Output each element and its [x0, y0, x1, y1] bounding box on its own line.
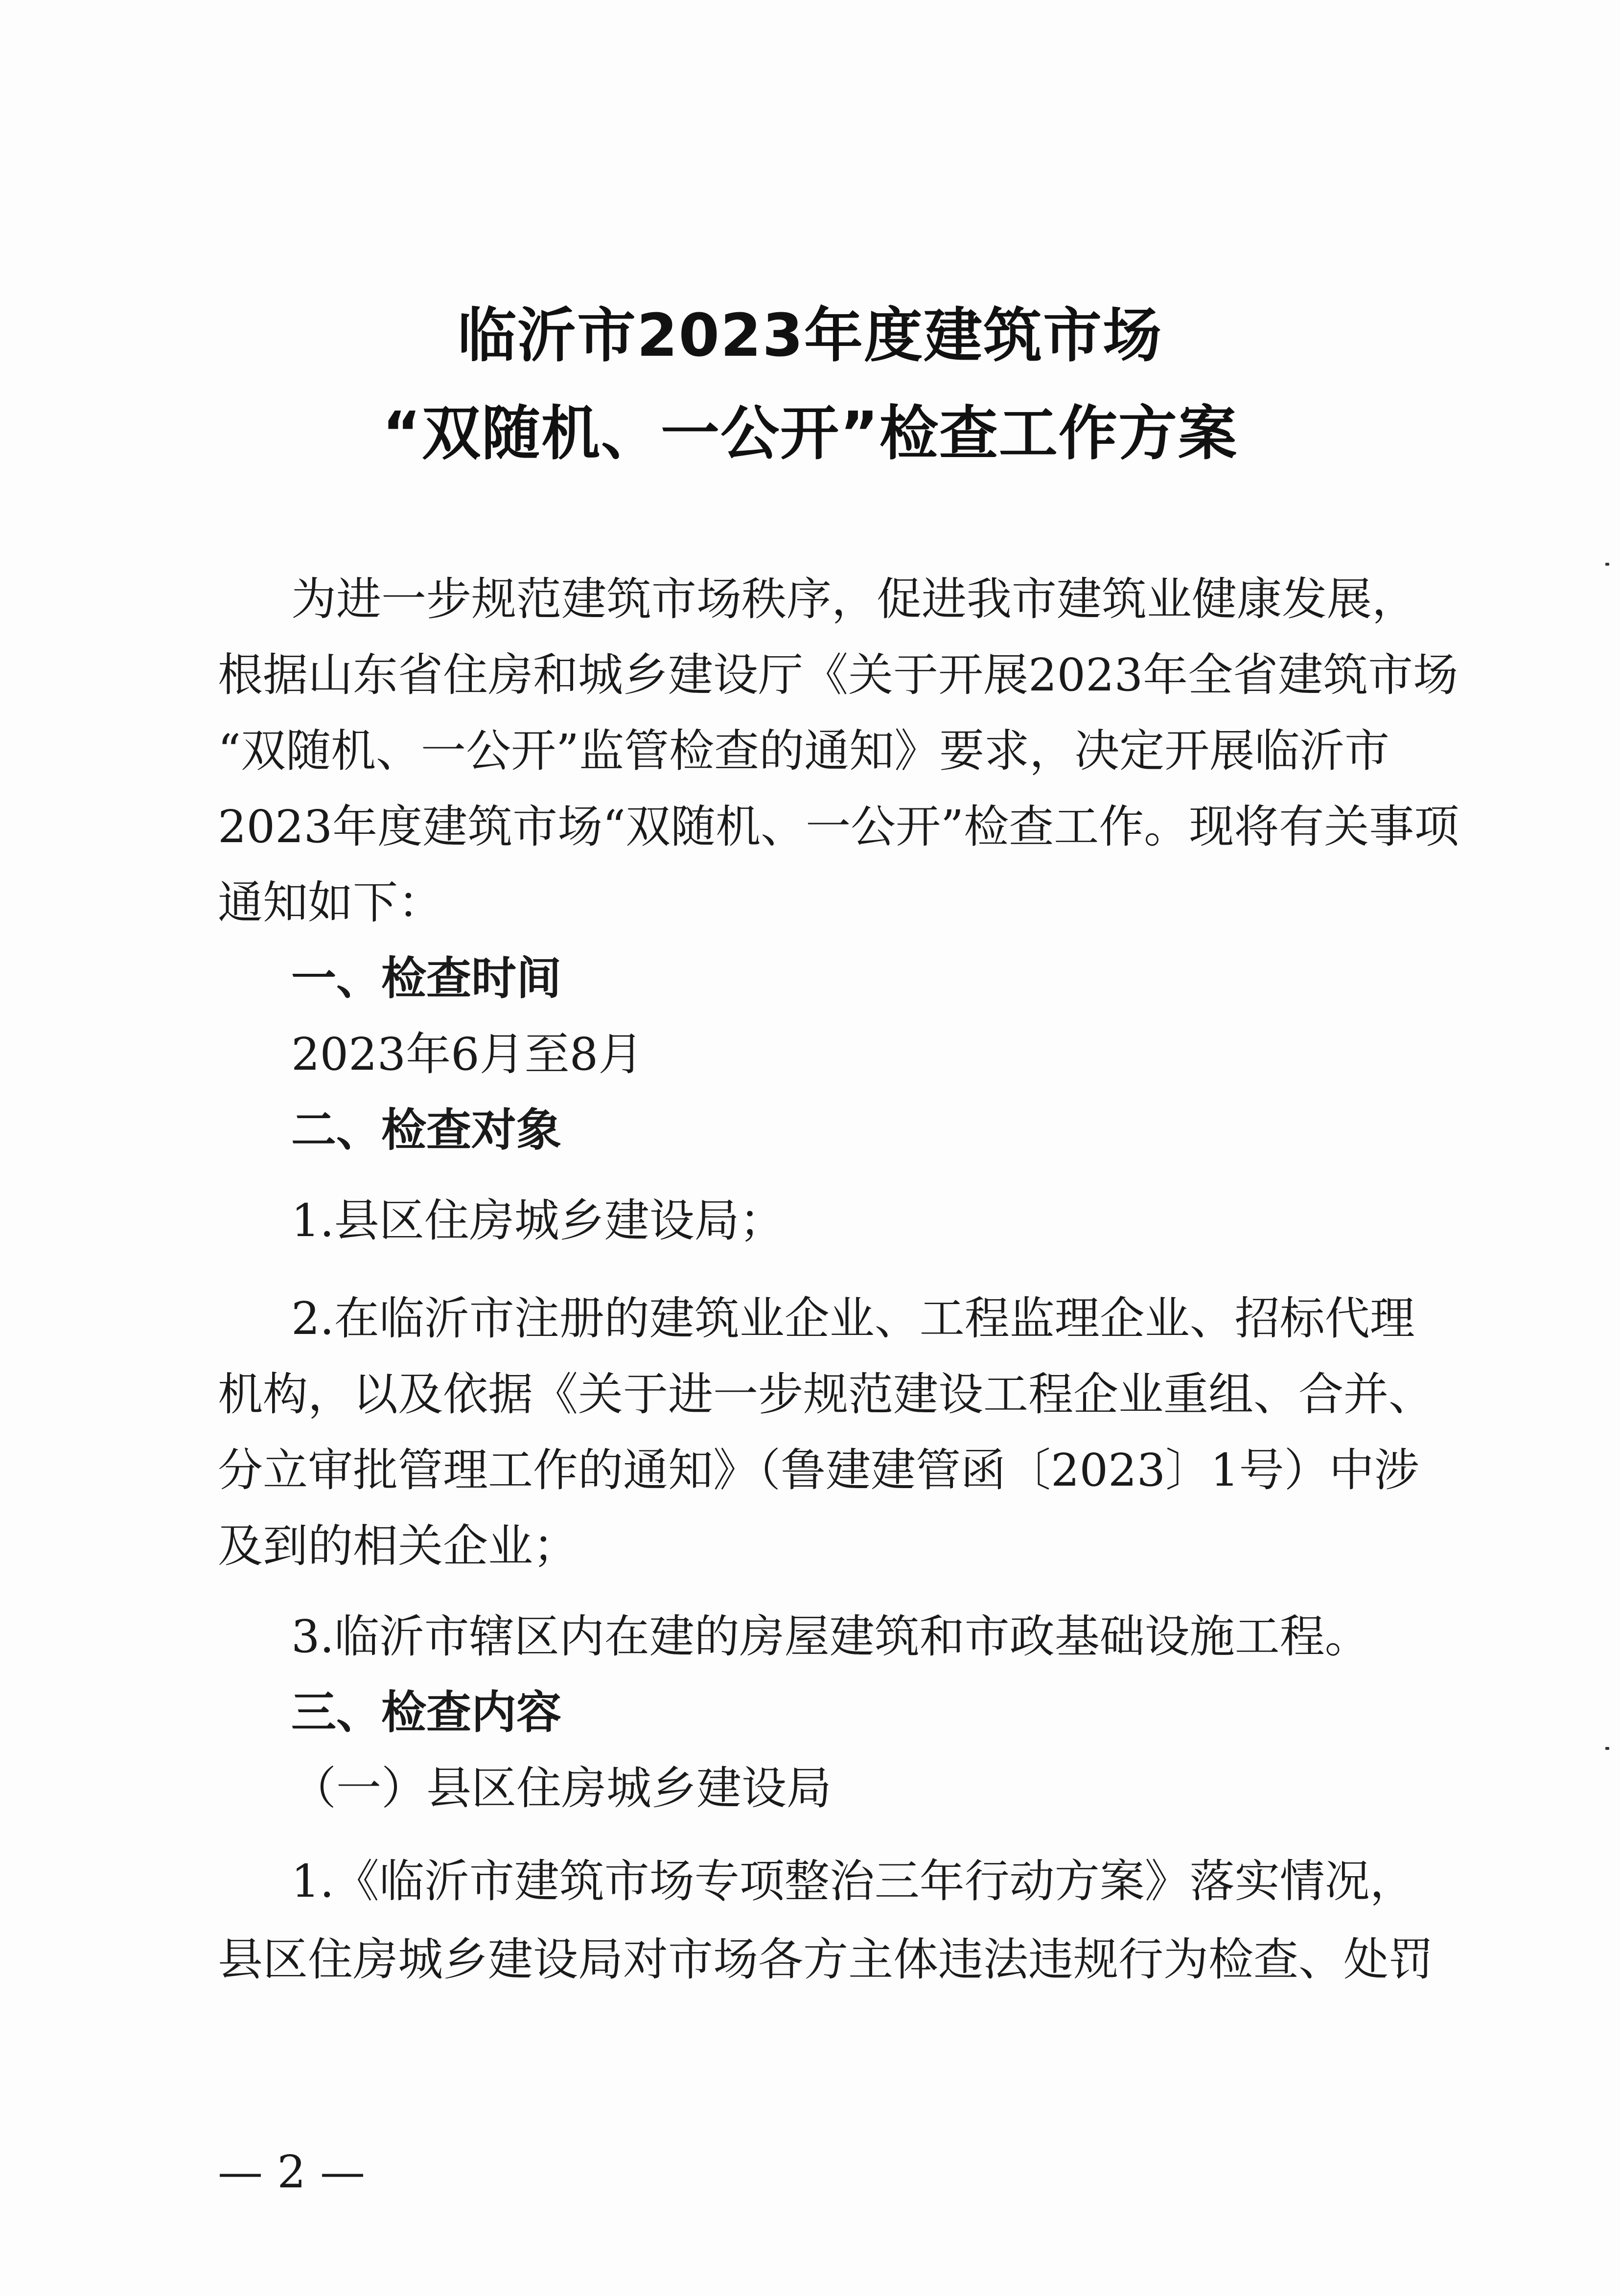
scan-speck [1605, 563, 1609, 566]
document-title-line-1: 临沂市2023年度建筑市场 [458, 302, 1162, 370]
section-subheading: （一）县区住房城乡建设局 [291, 1762, 832, 1814]
scan-speck [1605, 1747, 1609, 1750]
content-item-1-line: 县区住房城乡建设局对市场各方主体违法违规行为检查、处罚 [218, 1933, 1434, 1986]
section-heading-content: 三、检查内容 [291, 1686, 562, 1739]
target-item-3: 3.临沂市辖区内在建的房屋建筑和市政基础设施工程。 [291, 1610, 1370, 1663]
section-heading-targets: 二、检查对象 [291, 1104, 562, 1156]
content-item-1-line: 1.《临沂市建筑市场专项整治三年行动方案》落实情况， [291, 1855, 1415, 1907]
intro-line: 2023年度建筑市场“双随机、一公开”检查工作。现将有关事项 [218, 801, 1459, 853]
target-item-2-line: 及到的相关企业； [218, 1520, 579, 1572]
intro-line: 根据山东省住房和城乡建设厅《关于开展2023年全省建筑市场 [218, 649, 1458, 701]
page-number: — 2 — [218, 2146, 366, 2198]
intro-line: 为进一步规范建筑市场秩序，促进我市建筑业健康发展， [291, 573, 1417, 625]
intro-line: “双随机、一公开”监管检查的通知》要求，决定开展临沂市 [218, 725, 1390, 777]
target-item-2-line: 2.在临沂市注册的建筑业企业、工程监理企业、招标代理 [291, 1292, 1415, 1345]
target-item-1: 1.县区住房城乡建设局； [291, 1194, 785, 1247]
document-title-line-2: “双随机、一公开”检查工作方案 [382, 400, 1238, 468]
intro-line: 通知如下： [218, 876, 443, 929]
section-heading-time: 一、检查时间 [291, 952, 562, 1005]
target-item-2-line: 分立审批管理工作的通知》（鲁建建管函〔2023〕1号）中涉 [218, 1444, 1419, 1496]
section-time-text: 2023年6月至8月 [291, 1028, 644, 1080]
target-item-2-line: 机构，以及依据《关于进一步规范建设工程企业重组、合并、 [218, 1368, 1434, 1421]
